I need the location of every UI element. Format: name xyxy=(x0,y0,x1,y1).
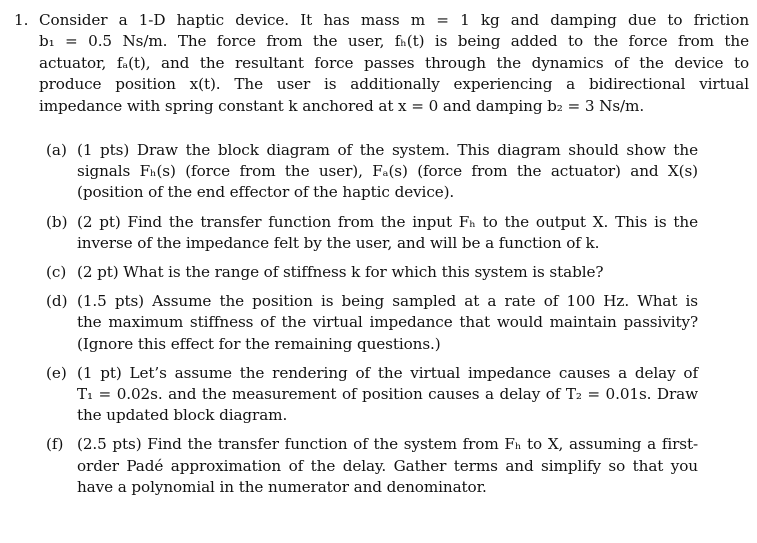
subquestion-f-line-1: (2.5 pts) Find the transfer function of the system from Fₕ to X, assuming a first- xyxy=(77,435,698,454)
subquestion-c xyxy=(46,262,698,283)
subquestion-label-c: (c) xyxy=(46,263,67,282)
subquestion-f-line-3: have a polynomial in the numerator and denominator. xyxy=(77,477,487,496)
subquestion-f xyxy=(46,434,698,498)
subquestion-d-line-3: (Ignore this effect for the remaining questions.) xyxy=(77,334,441,353)
subquestion-a-line-3: (position of the end effector of the haptic device). xyxy=(77,183,455,202)
subquestion-label-f: (f) xyxy=(46,435,64,454)
subquestion-b-line-2: inverse of the impedance felt by the user, and will be a function of k. xyxy=(77,233,600,252)
subquestion-label-b: (b) xyxy=(46,212,68,231)
subquestion-e-line-2: T₁ = 0.02s. and the measurement of position causes a delay of T₂ = 0.01s. Draw xyxy=(77,385,698,404)
subquestion-e-line-1: (1 pt) Let’s assume the rendering of the virtual impedance causes a delay of xyxy=(77,363,698,382)
subquestion-text-c xyxy=(77,262,698,283)
subquestion-b xyxy=(46,212,698,254)
stem-line-5: impedance with spring constant k anchored at x = 0 and damping b₂ = 3 Ns/m. xyxy=(39,96,645,115)
subquestion-d-line-1: (1.5 pts) Assume the position is being sampled at a rate of 100 Hz. What is xyxy=(77,292,698,311)
stem-line-4: produce position x(t). The user is additionally experiencing a bidirectional virtual xyxy=(39,75,749,94)
stem-line-1: Consider a 1-D haptic device. It has mass m = 1 kg and damping due to friction xyxy=(39,11,749,29)
subquestion-text-b xyxy=(77,212,698,254)
subquestion-list xyxy=(46,140,698,506)
subquestion-b-line-1: (2 pt) Find the transfer function from the input Fₕ to the output X. This is the xyxy=(77,212,698,231)
subquestion-d-line-2: the maximum stiffness of the virtual impedance that would maintain passivity? xyxy=(77,313,698,332)
problem-1 xyxy=(14,10,749,117)
subquestion-d xyxy=(46,291,698,355)
subquestion-text-a xyxy=(77,140,698,204)
stem-line-2: b₁ = 0.5 Ns/m. The force from the user, fₕ(t) is being added to the force from the xyxy=(39,32,749,51)
problem-header xyxy=(14,10,749,117)
subquestion-a-line-1: (1 pts) Draw the block diagram of the system. This diagram should show the xyxy=(77,141,698,159)
subquestion-text-d xyxy=(77,291,698,355)
stem-line-3: actuator, fₐ(t), and the resultant force passes through the dynamics of the device to xyxy=(39,53,749,72)
subquestion-c-line-1: (2 pt) What is the range of stiffness k for which this system is stable? xyxy=(77,263,604,282)
subquestion-a-line-2: signals Fₕ(s) (force from the user), Fₐ(s) (force from the actuator) and X(s) xyxy=(77,162,698,181)
subquestion-e xyxy=(46,363,698,427)
subquestion-text-e xyxy=(77,363,698,427)
problem-number: 1. xyxy=(14,11,29,29)
problem-stem xyxy=(39,10,749,117)
subquestion-f-line-2: order Padé approximation of the delay. Gather terms and simplify so that you xyxy=(77,456,698,475)
subquestion-a xyxy=(46,140,698,204)
subquestion-e-line-3: the updated block diagram. xyxy=(77,406,288,425)
subquestion-label-d: (d) xyxy=(46,292,68,311)
subquestion-text-f xyxy=(77,434,698,498)
subquestion-label-a: (a) xyxy=(46,141,67,159)
subquestion-label-e: (e) xyxy=(46,363,67,382)
